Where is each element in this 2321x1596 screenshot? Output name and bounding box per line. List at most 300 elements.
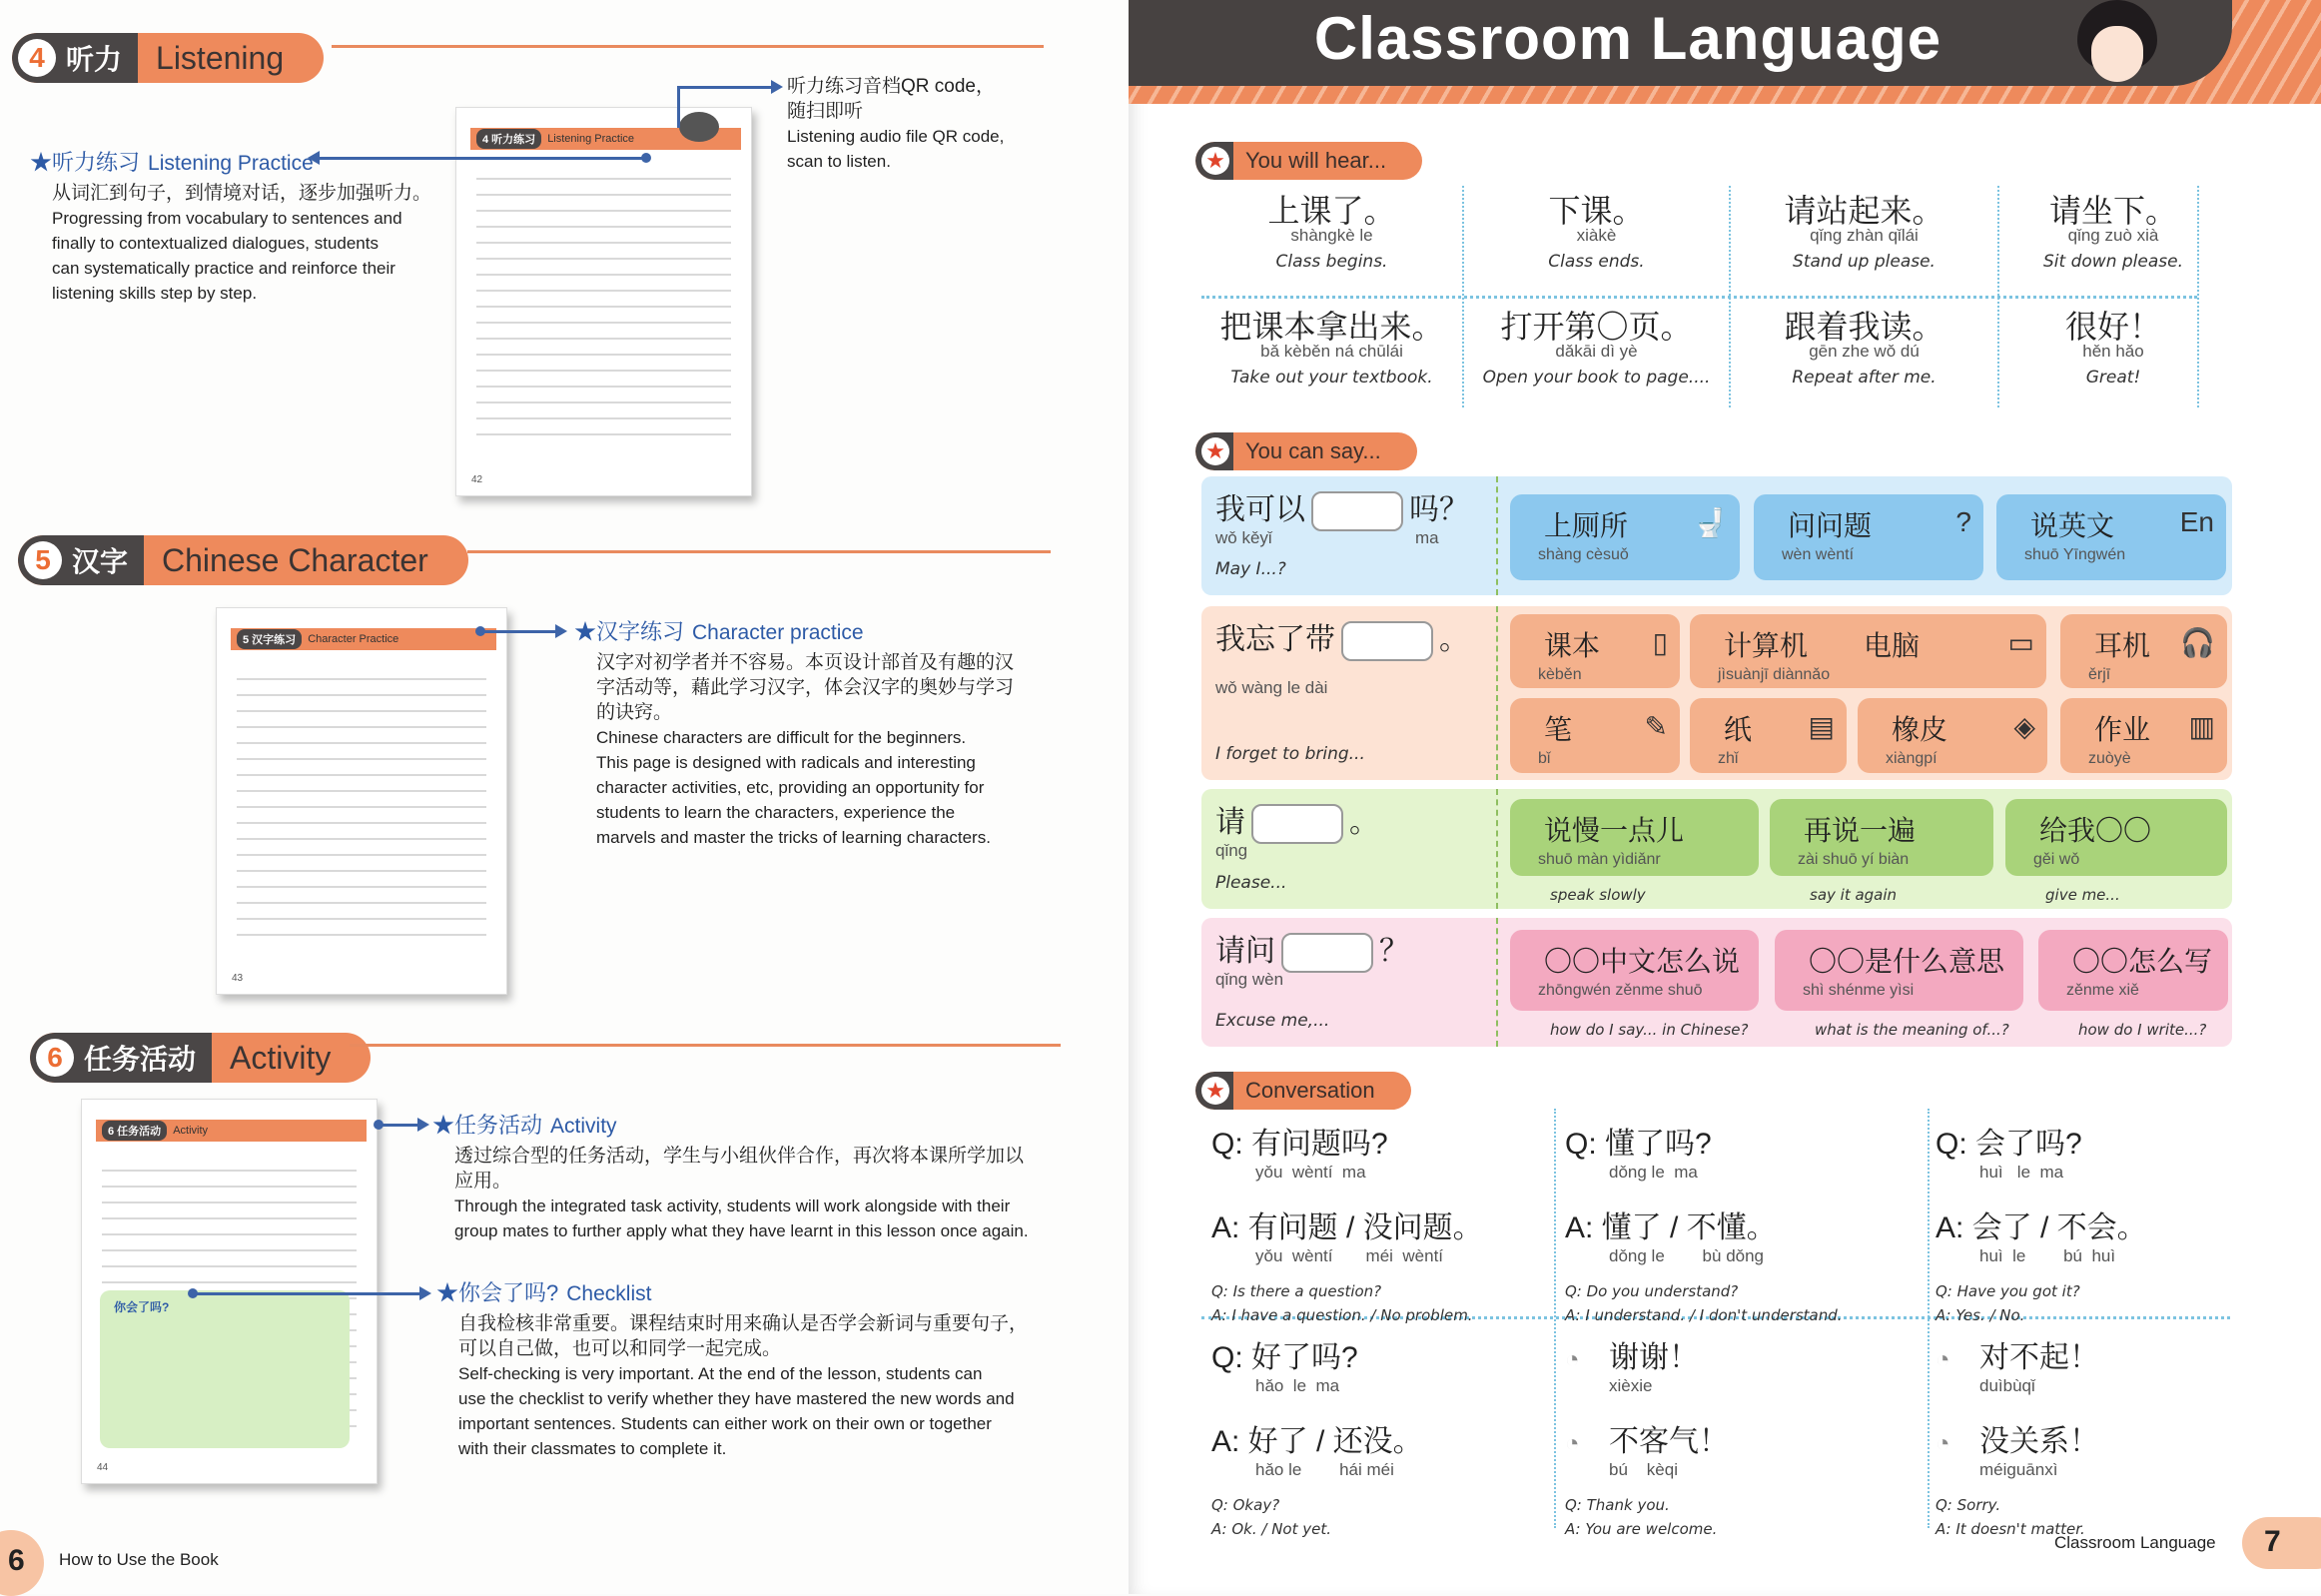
question-en: Q: Sorry.	[1935, 1496, 2001, 1514]
pattern-pinyin-pre: qǐng	[1215, 841, 1248, 860]
question-zh	[1211, 1332, 1571, 1376]
feature-description	[30, 181, 469, 306]
description-en-line: Through the integrated task activity, students will work alongside with their	[454, 1197, 1011, 1215]
vocab-zh: 橡皮	[1892, 714, 1948, 745]
pattern-pinyin-post: ma	[1415, 528, 1439, 547]
vocab-en: how do I write...?	[2078, 1021, 2207, 1039]
section-divider-line	[332, 45, 1044, 48]
section-title-zh: 汉字	[72, 546, 129, 577]
thumbnail-header	[96, 1120, 367, 1142]
phrase-card	[1201, 186, 1462, 272]
speaker-icon: ◔	[1565, 1430, 1580, 1457]
speech-bubble-en-icon: En	[2179, 506, 2214, 537]
vocab-card	[1510, 930, 1759, 1011]
star-icon: ★	[1201, 147, 1229, 175]
vocab-pinyin: zěnme xiě	[2066, 982, 2139, 999]
section-divider-line	[467, 550, 1051, 553]
grid-divider	[1201, 296, 2197, 299]
toilet-icon: 🚽	[1693, 507, 1728, 538]
conversation-card	[1935, 1119, 2295, 1330]
feature-title-en: Character practice	[692, 621, 864, 644]
thumbnail-listening-practice	[455, 107, 752, 496]
vocab-pinyin: bǐ	[1538, 750, 1551, 767]
pattern-pinyin	[1215, 528, 1475, 548]
pattern-zh-post: ？	[1379, 935, 1409, 968]
page-title: Classroom Language	[1313, 5, 1942, 72]
pattern-pinyin-pre: qǐng wèn	[1215, 970, 1284, 989]
you-can-say-header	[1195, 432, 1417, 470]
vocab-card	[1510, 614, 1680, 688]
thumbnail-page-number: 43	[232, 973, 244, 984]
phrase-card	[1999, 302, 2227, 388]
qr-note-zh: 随扫即听	[787, 101, 864, 122]
phrase-en: Class ends.	[1548, 252, 1645, 272]
vocab-zh: 作业	[2094, 714, 2151, 745]
description-en-line: marvels and master the tricks of learning characters.	[596, 828, 991, 847]
vocab-card	[1770, 799, 1993, 876]
feature-title-zh: ★汉字练习	[574, 619, 685, 644]
qr-code-note	[787, 74, 1087, 174]
section-header-5	[18, 535, 468, 585]
description-zh-line: 汉字对初学者并不容易。本页设计部首及有趣的汉	[596, 652, 1015, 673]
speaker-icon: ◔	[1935, 1346, 1950, 1373]
thumbnail-section-num: 5 汉字练习	[237, 629, 302, 649]
feature-title	[436, 1276, 1076, 1307]
answer-text: A: 会了 / 不会。	[1935, 1211, 2147, 1244]
phrase-en: Great!	[2085, 368, 2141, 388]
vocab-en: give me...	[2045, 886, 2120, 904]
phrase-pinyin: xiàkè	[1576, 226, 1617, 245]
sentence-pattern-band	[1201, 918, 2232, 1047]
phrase-zh: 把课本拿出来。	[1219, 309, 1444, 345]
footer-label: How to Use the Book	[59, 1550, 219, 1569]
vocab-pinyin: xiàngpí	[1886, 750, 1937, 767]
vocab-zh: 笔	[1544, 714, 1573, 745]
thumbnail-content	[476, 164, 731, 443]
vocab-card	[2060, 698, 2227, 773]
vocab-zh: 说英文	[2030, 510, 2115, 541]
boy-raising-hand-icon: ?	[1955, 506, 1971, 537]
phrase-card	[1999, 186, 2227, 272]
question-text: Q: 懂了吗?	[1565, 1128, 1712, 1161]
answer-en: A: I have a question. / No problem.	[1211, 1306, 1473, 1324]
question-zh	[1211, 1119, 1571, 1163]
answer-zh	[1935, 1202, 2295, 1246]
question-pinyin: hǎo le ma	[1255, 1376, 1340, 1395]
feature-description	[432, 1144, 1072, 1243]
thumbnail-checklist	[100, 1290, 350, 1448]
vocab-card	[1690, 698, 1847, 773]
vocab-zh: 计算机 电脑	[1724, 630, 1921, 661]
pattern-zh	[1215, 926, 1409, 973]
question-pinyin: duìbùqǐ	[1979, 1376, 2035, 1395]
checklist-block	[436, 1276, 1076, 1461]
vocab-zh: 〇〇怎么写	[2072, 946, 2213, 977]
vocab-pinyin: zhōngwén zěnme shuō	[1538, 982, 1703, 999]
section-header-dark	[30, 1033, 212, 1083]
thumbnail-section-num: 6 任务活动	[102, 1121, 167, 1141]
fill-in-blank[interactable]	[1341, 621, 1433, 661]
vocab-zh: 说慢一点儿	[1544, 815, 1685, 846]
section-title-zh: 听力	[66, 44, 123, 75]
arrow-dot	[374, 1120, 384, 1130]
vocab-zh: 课本	[1544, 630, 1601, 661]
question-en: Q: Thank you.	[1565, 1496, 1670, 1514]
description-en-line: This page is designed with radicals and interesting	[596, 753, 976, 772]
section-header-dark	[12, 33, 138, 83]
section-header-4	[12, 33, 324, 83]
phrase-pinyin: shàngkè le	[1290, 226, 1373, 245]
arrow-dot	[188, 1288, 198, 1298]
section-header-6	[30, 1033, 371, 1083]
question-text: 谢谢！	[1609, 1341, 1699, 1374]
pattern-zh	[1215, 797, 1379, 844]
vocab-card	[2005, 799, 2227, 876]
answer-text: A: 懂了 / 不懂。	[1565, 1211, 1777, 1244]
phrase-en: Open your book to page....	[1482, 368, 1711, 388]
section-number: 6	[36, 1039, 74, 1077]
description-en-line: listening skills step by step.	[52, 284, 258, 303]
vocab-en: how do I say... in Chinese?	[1550, 1021, 1749, 1039]
phrase-card	[1731, 302, 1997, 388]
arrow-connector	[378, 1124, 419, 1127]
star-badge	[1195, 142, 1233, 180]
phrase-zh: 上课了。	[1267, 193, 1396, 229]
phrase-pinyin: dǎkāi dì yè	[1555, 342, 1638, 361]
feature-title	[30, 146, 469, 177]
vocab-card	[1690, 614, 2046, 688]
answer-text: 不客气！	[1609, 1425, 1729, 1458]
thumbnail-page-number: 44	[97, 1462, 109, 1473]
vocab-card	[1510, 799, 1759, 876]
section-header-dark	[18, 535, 144, 585]
thumbnail-content	[237, 664, 486, 942]
pattern-zh	[1215, 614, 1469, 661]
question-zh	[1935, 1119, 2295, 1163]
section-number: 4	[18, 39, 56, 77]
answer-pinyin: yǒu wèntí méi wèntí	[1255, 1246, 1444, 1265]
answer-en: A: You are welcome.	[1565, 1520, 1718, 1538]
conversation-card	[1935, 1332, 2295, 1544]
vocab-en: speak slowly	[1550, 886, 1646, 904]
conversation-header	[1195, 1072, 1411, 1110]
feature-description	[436, 1311, 1076, 1461]
footer-label: Classroom Language	[2054, 1533, 2216, 1552]
phrase-en: Repeat after me.	[1792, 368, 1936, 388]
vocab-pinyin: zhǐ	[1718, 750, 1739, 767]
answer-text: A: 有问题 / 没问题。	[1211, 1211, 1483, 1244]
vocab-zh: 问问题	[1788, 510, 1873, 541]
question-pinyin: xièxie	[1609, 1376, 1653, 1395]
description-en-line: with their classmates to complete it.	[458, 1439, 727, 1458]
question-pinyin: huì le ma	[1979, 1163, 2064, 1182]
question-text: Q: 好了吗?	[1211, 1341, 1358, 1374]
fill-in-blank[interactable]	[1251, 804, 1343, 844]
vocab-zh: 〇〇中文怎么说	[1544, 946, 1741, 977]
star-icon: ★	[1201, 1077, 1229, 1105]
star-icon: ★	[1201, 437, 1229, 465]
feature-description	[574, 650, 1044, 850]
vocab-zh: 上厕所	[1544, 510, 1629, 541]
pill-label: You can say...	[1245, 438, 1381, 463]
vocab-card	[1996, 494, 2226, 580]
description-en-line: students to learn the characters, experience the	[596, 803, 956, 822]
vocab-zh: 耳机	[2094, 630, 2151, 661]
vocab-pinyin: shuō màn yìdiǎnr	[1538, 851, 1661, 868]
answer-zh	[1565, 1202, 1925, 1246]
vocab-pinyin: zuòyè	[2088, 750, 2131, 767]
you-will-hear-header	[1195, 142, 1422, 180]
vocab-pinyin: shàng cèsuǒ	[1538, 546, 1629, 563]
thumbnail-checklist-title: 你会了吗?	[114, 1300, 170, 1314]
description-zh-line: 的诀窍。	[596, 702, 673, 723]
question-en: Q: Okay?	[1211, 1496, 1280, 1514]
vocab-pinyin: zài shuō yí biàn	[1798, 851, 1910, 868]
arrow-connector	[318, 157, 647, 160]
question-en: Q: Do you understand?	[1565, 1282, 1739, 1300]
speaker-icon: ◔	[1935, 1430, 1950, 1457]
speaker-icon: ◔	[1565, 1346, 1580, 1373]
fill-in-blank[interactable]	[1311, 491, 1403, 531]
answer-en: A: Ok. / Not yet.	[1211, 1520, 1332, 1538]
vocab-pinyin: wèn wèntí	[1782, 546, 1855, 563]
pattern-pinyin-pre: wǒ wàng le dài	[1215, 678, 1328, 697]
vocab-card	[2038, 930, 2228, 1011]
phrase-zh: 跟着我读。	[1784, 309, 1944, 345]
description-zh-line: 应用。	[454, 1171, 512, 1192]
pill-label: You will hear...	[1245, 148, 1387, 173]
activity-block	[432, 1109, 1072, 1243]
girl-illustration	[2067, 0, 2167, 96]
pencil-icon: ✎	[1644, 711, 1668, 742]
phrase-en: Sit down please.	[2043, 252, 2183, 272]
phrase-pinyin: qǐng zuò xià	[2067, 226, 2159, 245]
page-number: 7	[2242, 1517, 2321, 1569]
page-number: 6	[0, 1530, 44, 1596]
thumbnail-character-practice	[216, 607, 507, 995]
feature-title-en: Listening Practice	[148, 152, 314, 175]
qr-note-en: Listening audio file QR code,	[787, 127, 1005, 146]
phrase-card	[1464, 186, 1729, 272]
thumbnail-section-num: 4 听力练习	[476, 129, 541, 149]
description-en-line: group mates to further apply what they have learnt in this lesson once again.	[454, 1221, 1029, 1240]
section-title-en: Listening	[156, 39, 285, 76]
description-en-line: character activities, etc, providing an opportunity for	[596, 778, 985, 797]
phrase-pinyin: hěn hǎo	[2082, 342, 2144, 361]
question-pinyin: yǒu wèntí ma	[1255, 1163, 1366, 1182]
pill-label: Conversation	[1245, 1078, 1375, 1103]
pattern-pinyin	[1215, 970, 1475, 990]
question-text: 对不起！	[1979, 1341, 2099, 1374]
fill-in-blank[interactable]	[1281, 933, 1373, 973]
pattern-zh-post: 。	[1349, 806, 1379, 839]
face	[2091, 26, 2143, 82]
pattern-zh-pre: 请	[1215, 806, 1245, 839]
conversation-card	[1211, 1332, 1571, 1544]
description-en-line: can systematically practice and reinforce their	[52, 259, 395, 278]
vocab-zh: 〇〇是什么意思	[1809, 946, 2005, 977]
listening-practice-block	[30, 146, 469, 306]
eraser-icon: ◈	[2013, 711, 2035, 742]
qr-code-icon	[679, 112, 719, 142]
arrow-connector	[192, 1292, 421, 1295]
arrow-dot	[475, 626, 485, 636]
pattern-en: I forget to bring...	[1215, 744, 1365, 764]
phrase-zh: 请站起来。	[1784, 193, 1944, 229]
conversation-card	[1211, 1119, 1571, 1330]
vocab-card	[2060, 614, 2227, 688]
pattern-pinyin-pre: wǒ kěyǐ	[1215, 528, 1272, 547]
question-en: Q: Is there a question?	[1211, 1282, 1382, 1300]
thumbnail-page-number: 42	[471, 474, 483, 485]
thumbnail-title: Activity	[173, 1125, 209, 1137]
sentence-pattern-band	[1201, 476, 2232, 595]
pattern-zh-pre: 请问	[1215, 935, 1275, 968]
vocab-pinyin: shì shénme yìsi	[1803, 982, 1915, 999]
phrase-en: Stand up please.	[1793, 252, 1935, 272]
answer-en: A: It doesn't matter.	[1935, 1520, 2085, 1538]
qr-note-en: scan to listen.	[787, 152, 891, 171]
feature-title-zh: ★你会了吗?	[436, 1280, 559, 1305]
pattern-zh-post: 。	[1439, 623, 1469, 656]
headphones-icon: 🎧	[2180, 627, 2215, 658]
pattern-en: Please...	[1215, 873, 1287, 893]
arrow-connector	[479, 630, 557, 633]
phrase-card	[1201, 302, 1462, 388]
pattern-zh-post: 吗？	[1409, 493, 1469, 526]
vocab-card	[1510, 698, 1680, 773]
phrase-zh: 下课。	[1548, 193, 1645, 229]
pattern-zh	[1215, 484, 1469, 531]
description-zh-line: 字活动等，藉此学习汉字，体会汉字的奥妙与学习	[596, 677, 1015, 698]
description-en-line: Progressing from vocabulary to sentences and	[52, 209, 402, 228]
answer-pinyin: hǎo le hái méi	[1255, 1460, 1394, 1479]
answer-pinyin: méiguānxì	[1979, 1460, 2058, 1479]
feature-title-zh: ★任务活动	[432, 1113, 543, 1138]
question-zh	[1565, 1119, 1925, 1163]
section-divider-line	[350, 1044, 1061, 1047]
thumbnail-header	[231, 628, 496, 650]
classroom-language-page	[1129, 0, 2321, 1594]
description-zh-line: 透过综合型的任务活动，学生与小组伙伴合作，再次将本课所学加以	[454, 1146, 1025, 1167]
sentence-pattern-band	[1201, 606, 2232, 780]
arrow-connector	[677, 86, 773, 89]
section-title-en: Activity	[230, 1039, 332, 1076]
feature-title	[574, 615, 1044, 646]
vocab-pinyin: kèběn	[1538, 666, 1582, 683]
textbook-icon: ▯	[1652, 627, 1668, 658]
section-number: 5	[24, 541, 62, 579]
conversation-card	[1565, 1119, 1925, 1330]
feature-title-zh: ★听力练习	[30, 150, 141, 175]
feature-title	[432, 1109, 1072, 1140]
question-zh	[1565, 1332, 1925, 1376]
star-badge	[1195, 432, 1233, 470]
laptop-icon: ▭	[2007, 627, 2034, 658]
vocab-zh: 再说一遍	[1804, 815, 1917, 846]
answer-pinyin: huì le bú huì	[1979, 1246, 2116, 1265]
description-en-line: important sentences. Students can either work on their own or together	[458, 1414, 992, 1433]
answer-pinyin: dǒng le bù dǒng	[1609, 1246, 1765, 1265]
answer-zh	[1565, 1416, 1925, 1460]
question-en: Q: Have you got it?	[1935, 1282, 2080, 1300]
pattern-zh-pre: 我可以	[1215, 493, 1305, 526]
vocab-pinyin: jìsuànjī diànnǎo	[1718, 666, 1831, 683]
conversation-card	[1565, 1332, 1925, 1544]
answer-text: A: 好了 / 还没。	[1211, 1425, 1423, 1458]
pattern-zh-pre: 我忘了带	[1215, 623, 1335, 656]
section-title-en: Chinese Character	[162, 541, 428, 578]
question-text: Q: 有问题吗?	[1211, 1128, 1388, 1161]
phrase-pinyin: gēn zhe wǒ dú	[1809, 342, 1920, 361]
question-text: Q: 会了吗?	[1935, 1128, 2082, 1161]
feature-title-en: Activity	[550, 1115, 617, 1138]
vocab-pinyin: gěi wǒ	[2033, 851, 2080, 868]
vocab-en: what is the meaning of...?	[1815, 1021, 2009, 1039]
answer-zh	[1935, 1416, 2295, 1460]
description-en-line: finally to contextualized dialogues, students	[52, 234, 379, 253]
description-zh-line: 自我检核非常重要。课程结束时用来确认是否学会新词与重要句子，	[458, 1313, 1029, 1334]
description-zh-line: 可以自己做，也可以和同学一起完成。	[458, 1338, 782, 1359]
section-title-zh: 任务活动	[84, 1044, 197, 1075]
pattern-pinyin	[1215, 678, 1475, 698]
vocab-card	[1754, 494, 1983, 580]
phrase-card	[1731, 186, 1997, 272]
vocab-zh: 给我〇〇	[2039, 815, 2152, 846]
feature-title-en: Checklist	[566, 1282, 652, 1305]
pattern-en: Excuse me,...	[1215, 1011, 1330, 1031]
arrow-connector	[677, 88, 680, 128]
phrase-zh: 打开第〇页。	[1500, 309, 1693, 345]
phrase-pinyin: bǎ kèběn ná chūlái	[1260, 342, 1403, 361]
thumbnail-title: Listening Practice	[547, 133, 635, 145]
vocab-en: say it again	[1810, 886, 1898, 904]
phrase-card	[1464, 302, 1729, 388]
paper-icon: ▤	[1808, 711, 1835, 742]
phrase-en: Take out your textbook.	[1230, 368, 1433, 388]
vocab-zh: 纸	[1724, 714, 1753, 745]
phrase-en: Class begins.	[1275, 252, 1388, 272]
vocab-card	[1858, 698, 2047, 773]
qr-note-zh: 听力练习音档QR code，	[787, 76, 995, 97]
description-en-line: Self-checking is very important. At the end of the lesson, students can	[458, 1364, 983, 1383]
vocab-card	[1775, 930, 2023, 1011]
vocab-pinyin: shuō Yīngwén	[2024, 546, 2126, 563]
thumbnail-title: Character Practice	[308, 633, 399, 645]
pattern-pinyin	[1215, 841, 1475, 861]
phrase-zh: 请坐下。	[2048, 193, 2177, 229]
answer-pinyin: bú kèqi	[1609, 1460, 1678, 1479]
answer-text: 没关系！	[1979, 1425, 2099, 1458]
answer-en: A: I understand. / I don't understand.	[1565, 1306, 1843, 1324]
vocab-pinyin: ěrjī	[2088, 666, 2111, 683]
description-en-line: use the checklist to verify whether they have mastered the new words and	[458, 1389, 1015, 1408]
sentence-pattern-band	[1201, 789, 2232, 909]
phrase-zh: 很好！	[2064, 309, 2161, 345]
pattern-en: May I...?	[1215, 559, 1286, 579]
question-pinyin: dǒng le ma	[1609, 1163, 1698, 1182]
star-badge	[1195, 1072, 1233, 1110]
answer-en: A: Yes. / No.	[1935, 1306, 2025, 1324]
answer-zh	[1211, 1416, 1571, 1460]
question-zh	[1935, 1332, 2295, 1376]
homework-icon: ▥	[2188, 711, 2215, 742]
arrow-dot	[641, 153, 651, 163]
answer-zh	[1211, 1202, 1571, 1246]
phrase-pinyin: qǐng zhàn qǐlái	[1810, 226, 1919, 245]
character-practice-block	[574, 615, 1044, 850]
description-zh-line: 从词汇到句子，到情境对话，逐步加强听力。	[52, 183, 432, 204]
